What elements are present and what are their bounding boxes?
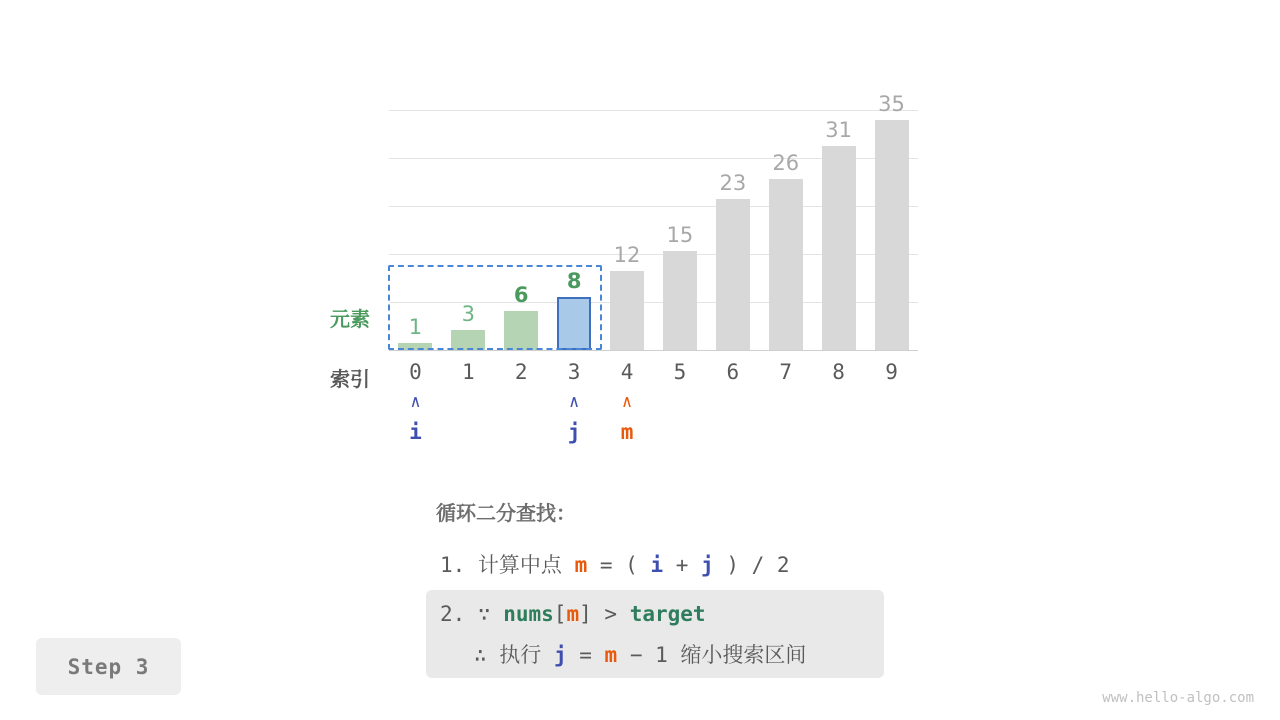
axis-line: [389, 350, 918, 351]
bar-value-label: 23: [719, 170, 747, 195]
step3-j: j: [553, 643, 567, 667]
index-axis: [389, 360, 918, 392]
bar: [663, 251, 697, 350]
step2-bracket-close: ]: [579, 602, 592, 626]
step2-prefix: 2. ∵: [440, 602, 504, 626]
bar-slot: [865, 91, 918, 350]
bar-slot: [654, 100, 707, 350]
index-label: 8: [832, 360, 845, 384]
bar-slot: [706, 100, 759, 350]
index-label: 4: [620, 360, 634, 384]
caption: 循环二分查找：: [436, 501, 576, 525]
index-label: 7: [779, 360, 793, 384]
search-range-box: [388, 265, 602, 350]
bar: [716, 199, 750, 350]
step3-prefix: ∴ 执行: [474, 643, 554, 667]
step1-prefix: 1. 计算中点: [440, 553, 575, 577]
step3-minus: − 1: [617, 643, 681, 667]
step3-suffix: 缩小搜索区间: [680, 643, 807, 667]
bar-slot: [812, 100, 865, 350]
bar-slot: [601, 100, 654, 350]
bar-value-label: 3: [461, 302, 476, 327]
step2-target: target: [629, 602, 706, 626]
bar-value-label: 1: [408, 315, 423, 340]
step1-m: m: [574, 553, 588, 577]
step1-mid: = (: [587, 553, 651, 577]
bar-value-label: 26: [772, 150, 800, 175]
bar-value-label: 15: [666, 223, 694, 248]
bar: [822, 146, 856, 350]
element-row-label: 元素: [330, 307, 370, 331]
pointer-caret-i: ∧: [410, 392, 421, 412]
step-line-1: [440, 549, 790, 579]
step3-eq: =: [566, 643, 605, 667]
index-label: 3: [567, 360, 581, 384]
step2-op: >: [591, 602, 630, 626]
index-label: 2: [514, 360, 528, 384]
bar-value-label: 31: [825, 118, 852, 143]
bar-slot: [759, 100, 812, 350]
index-label: 6: [726, 360, 740, 384]
step1-plus: +: [663, 553, 702, 577]
pointer-group: [389, 392, 918, 462]
step1-suffix: ) / 2: [713, 553, 790, 577]
step1-j: j: [701, 553, 714, 577]
step2-bracket-open: [: [553, 602, 567, 626]
bar: [769, 179, 803, 350]
step-line-2: [440, 602, 706, 626]
index-label: 1: [462, 360, 475, 384]
pointer-label-m: m: [620, 420, 634, 444]
bar-value-label: 35: [878, 91, 905, 116]
chart-area: [389, 91, 918, 350]
step-line-3: [474, 639, 806, 669]
index-label: 0: [409, 360, 422, 384]
index-label: 9: [885, 360, 898, 384]
index-label: 5: [673, 360, 687, 384]
index-row-label: 索引: [330, 367, 370, 391]
step1-i: i: [650, 553, 664, 577]
step3-m: m: [604, 643, 618, 667]
pointer-label-i: i: [409, 420, 422, 444]
watermark: www.hello-algo.com: [1102, 690, 1254, 706]
pointer-caret-j: ∧: [569, 392, 580, 412]
pointer-caret-m: ∧: [621, 392, 633, 412]
bar-value-label: 8: [566, 269, 582, 294]
step2-m: m: [566, 602, 580, 626]
bar: [875, 120, 909, 350]
bar-value-label: 6: [513, 282, 529, 307]
bar-value-label: 12: [613, 243, 641, 268]
bar: [610, 271, 644, 350]
step-badge: Step 3: [36, 638, 181, 695]
step2-nums: nums: [503, 602, 554, 626]
pointer-label-j: j: [567, 420, 581, 444]
